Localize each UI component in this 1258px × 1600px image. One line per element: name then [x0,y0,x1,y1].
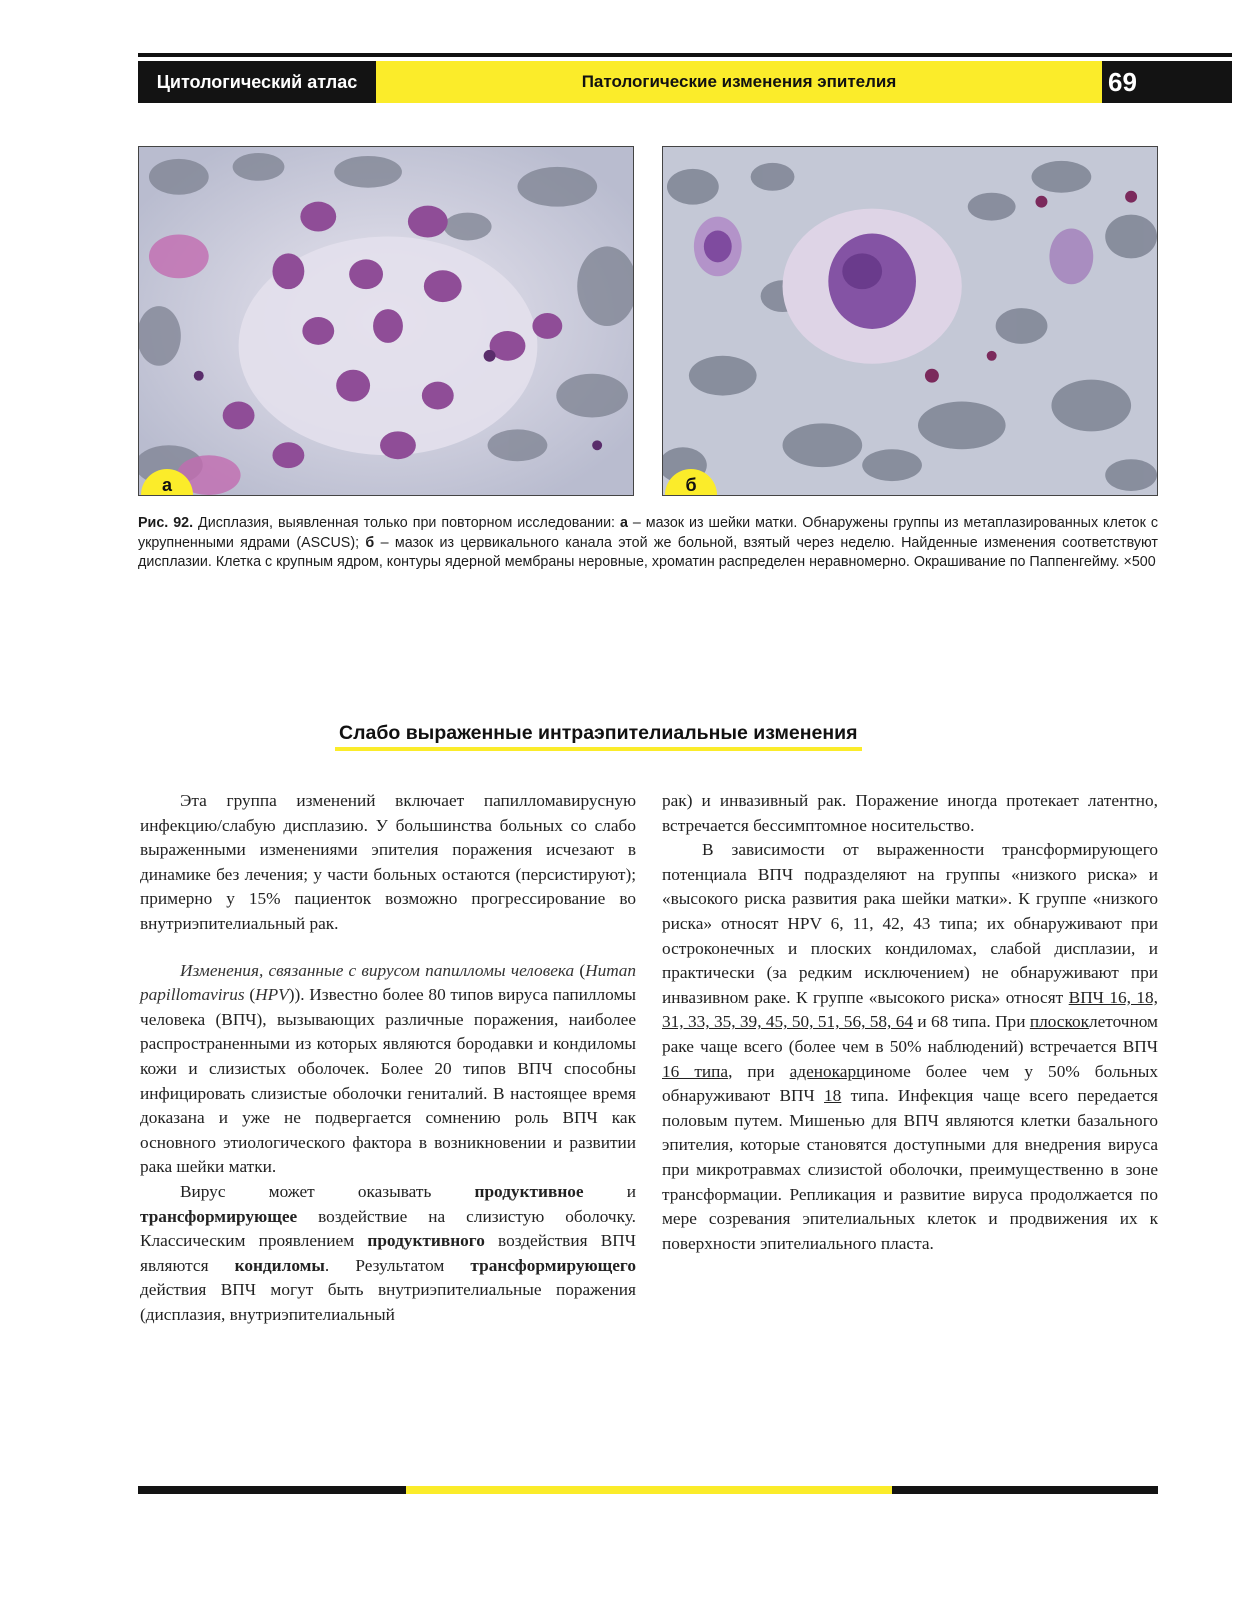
handwritten-underline: аденокарц [789,1061,866,1081]
right-column [662,789,1158,1256]
page-number: 69 [1102,61,1232,103]
caption-label-a: а [619,515,628,531]
italic-term: HPV [255,985,289,1005]
micrograph-b-image [663,147,1157,495]
bold-term: продуктивное [474,1181,584,1201]
text-run: иноме более чем у 50% больных обнаруживают ВПЧ [662,1061,1158,1106]
micrograph-b-label: б [665,469,717,496]
paragraph: Эта группа изменений включает папилломавирусную инфекцию/слабую дисплазию. У большинства больных со слабо выраженными изменениями эпителия поражения исчезают в динамике без лечения; у части больных остаются (персистируют); примерно у 15% пациенток возможно прогрессирование во внутриэпителиальный рак. [140,791,636,933]
running-header [138,61,1232,103]
text-run: )). Известно более 80 типов вируса папилломы человека (ВПЧ), вызывающих различные поражения, наиболее распространенными из которых являются бородавки и кондиломы кожи и слизистых оболочек. Более 20 типов ВПЧ способны инфицировать слизистые оболочки гениталий. В настоящее время доказана и уже не подвергается сомнению роль ВПЧ как основного этиологического фактора в возникновении и развитии рака шейки матки. [140,985,636,1177]
footer-bar [138,1486,1158,1494]
text-run: В зависимости от выраженности трансформирующего потенциала ВПЧ подразделяют на группы «низкого риска» и «высокого риска развития рака шейки матки». К группе «низкого риска» относят HPV 6, 11, 42, 43 типа; их обнаруживают при остроконечных и плоских кондиломах, слабой дисплазии, и практически (за редким исключением) не обнаруживают при инвазивном раке. К группе «высокого риска» относят [662,840,1158,1007]
footer-bar-black-left [138,1486,406,1494]
text-run: ( [244,985,256,1005]
left-column [140,789,636,1327]
micrograph-a-image [139,147,633,495]
paragraph [140,1180,636,1328]
footer-bar-black-right [892,1486,1158,1494]
text-run: и [583,1181,636,1201]
text-run: воздействия ВПЧ являются [140,1231,636,1275]
text-run: Вирус может оказывать [180,1181,475,1201]
text-run: леточном раке чаще всего (более чем в 50% наблюдений) встречается ВПЧ [662,1012,1158,1056]
paragraph: рак) и инвазивный рак. Поражение иногда протекает латентно, встречается бессимптомное носительство. [662,791,1158,835]
header-chapter-title: Патологические изменения эпителия [376,61,1102,103]
text-run: . Результатом [324,1255,471,1275]
handwritten-underline: 16 типа [662,1061,729,1081]
handwritten-underline: плоскок [1029,1012,1089,1032]
bold-term: кондиломы [234,1255,325,1275]
text-run: действия ВПЧ могут быть внутриэпителиальные поражения (дисплазия, внутриэпителиальный [140,1280,636,1324]
bold-term: трансформирующее [140,1206,298,1226]
micrograph-a-label: а [141,469,193,496]
handwritten-underline: 18 [824,1086,842,1106]
bold-term: продуктивного [367,1231,485,1251]
caption-label-b: б [365,534,375,551]
text-run: ( [574,960,586,980]
text-run: воздействие на слизистую оболочку. Классическим проявлением [140,1206,636,1251]
micrograph-b [662,146,1158,496]
figure-caption [138,514,1158,573]
text-run: и 68 типа. При [913,1012,1030,1032]
header-book-title: Цитологический атлас [138,61,376,103]
caption-text: – мазок из шейки матки. Обнаружены группы из метаплазированных клеток с укрупненными ядрами (ASCUS); [138,515,1158,551]
text-run: , при [728,1061,790,1081]
text-run: типа. Инфекция чаще всего передается половым путем. Мишенью для ВПЧ являются клетки базального эпителия, которые становятся доступными для внедрения вируса при микротравмах слизистой оболочки, преимущественно в зоне трансформации. Репликация и развитие вируса продолжается по мере созревания эпителиальных клеток и продвижения их к поверхности эпителиального пласта. [662,1086,1158,1253]
italic-term: Изменения, связанные с вирусом папилломы человека [180,960,575,980]
italic-term: Human papillomavirus [140,960,637,1005]
section-title: Слабо выраженные интраэпителиальные изменения [335,722,862,751]
paragraph [662,838,1158,1256]
micrograph-a [138,146,634,496]
paragraph [140,959,636,1180]
caption-figure-number: Рис. 92. [138,515,194,531]
caption-text: – мазок из цервикального канала этой же больной, взятый через неделю. Найденные изменения соответствуют дисплазии. Клетка с крупным ядром, контуры ядерной мембраны неровные, хроматин распределен неравномерно. Окрашивание по Паппенгейму. ×500 [138,534,1158,570]
bold-term: трансформирующего [470,1255,636,1275]
caption-text: Дисплазия, выявленная только при повторном исследовании: [193,515,620,531]
header-top-rule [138,53,1232,57]
handwritten-underline: ВПЧ 16, 18, 31, 33, 35, 39, 45, 50, 51, 56, 58, 64 [662,987,1158,1032]
footer-bar-yellow [406,1486,892,1494]
